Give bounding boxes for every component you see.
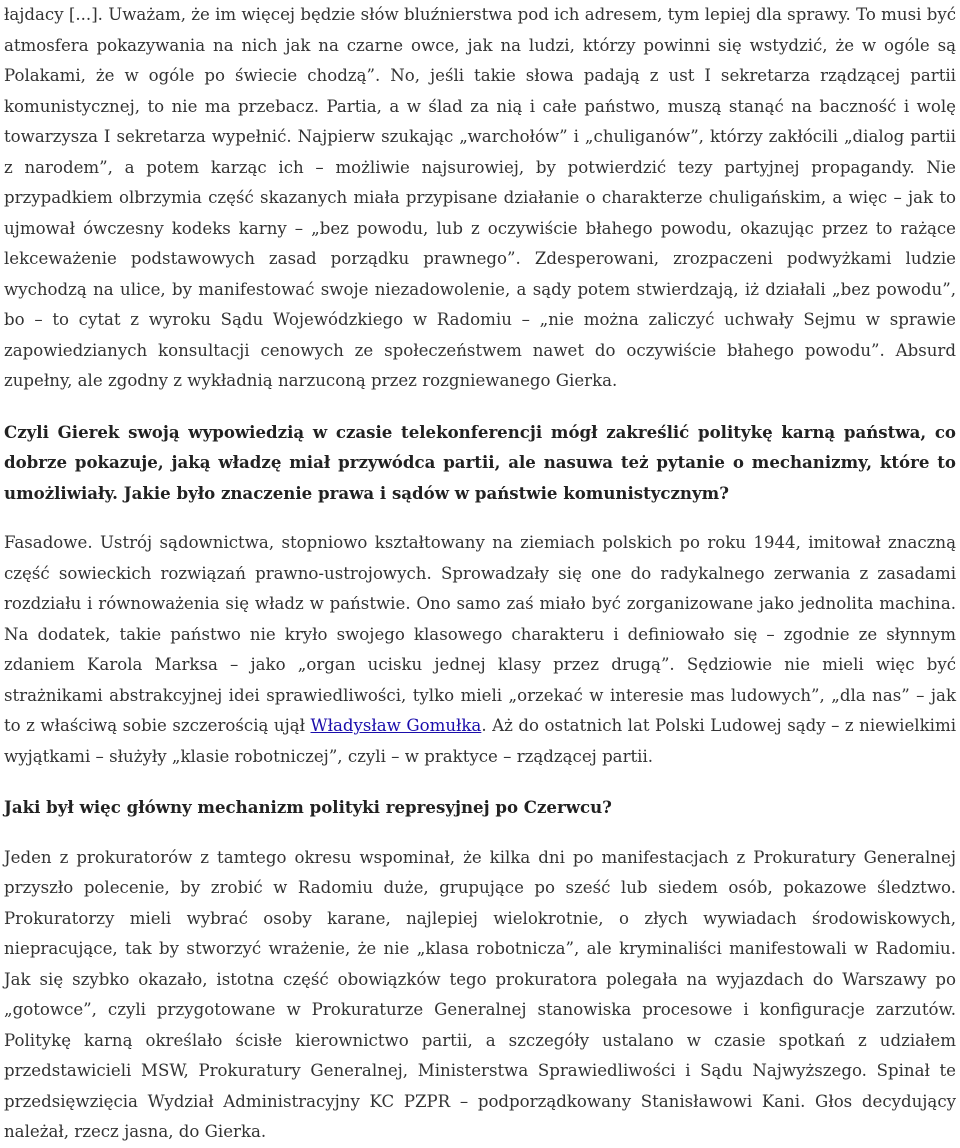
paragraph-text: . Aż do ostatnich lat Polski Ludowej sądy – z niewielkimi wyjątkami – służyły „klasie robotniczej”, czyli – w praktyce – rządzącej partii. xyxy=(4,716,956,766)
paragraph-text: Fasadowe. Ustrój sądownictwa, stopniowo kształtowany na ziemiach polskich po roku 1944, imitował znaczną część sowieckich rozwiązań prawno-ustrojowych. Sprowadzały się one do radykalnego zerwania z zasadami rozdziału i równoważenia się władz w państwie. Ono samo zaś miało być zorganizowane jako jednolita machina. Na dodatek, takie państwo nie kryło swojego klasowego charakteru i definiowało się – zgodnie ze słynnym zdaniem Karola Marksa – jako „organ ucisku jednej klasy przez drugą”. Sędziowie nie mieli więc być strażnikami abstrakcyjnej idei sprawiedliwości, tylko mieli „orzekać w interesie mas ludowych”, „dla nas” – jak to z właściwą sobie szczerością ujął xyxy=(4,533,956,735)
link-wladyslaw-gomulka[interactable]: Władysław Gomułka xyxy=(310,716,482,735)
interview-question: Jaki był więc główny mechanizm polityki represyjnej po Czerwcu? xyxy=(4,797,612,817)
paragraph: Jeden z prokuratorów z tamtego okresu wspominał, że kilka dni po manifestacjach z Prokuratury Generalnej przyszło polecenie, by zrobić w Radomiu duże, grupujące po sześć lub siedem osób, pokazowe śledztwo. Prokuratorzy mieli wybrać osoby karane, najlepiej wielokrotnie, o złych wywiadach środowiskowych, niepracujące, tak by stworzyć wrażenie, że nie „klasa robotnicza”, ale kryminaliści manifestowali w Radomiu. Jak się szybko okazało, istotna część obowiązków tego prokuratora polegała na wyjazdach do Warszawy po „gotowce”, czyli przygotowane w Prokuraturze Generalnej stanowiska procesowe i konfiguracje zarzutów. Politykę karną określało ścisłe kierownictwo partii, a szczegóły ustalano w czasie spotkań z udziałem przedstawicieli MSW, Prokuratury Generalnej, Ministerstwa Sprawiedliwości i Sądu Najwyższego. Spinał te przedsięwzięcia Wydział Administracyjny KC PZPR – podporządkowany Stanisławowi Kani. Głos decydujący należał, rzecz jasna, do Gierka. xyxy=(4,847,956,1141)
paragraph: łajdacy [...]. Uważam, że im więcej będzie słów bluźnierstwa pod ich adresem, tym lepiej dla sprawy. To musi być atmosfera pokazywania na nich jak na czarne owce, jak na ludzi, którzy powinni się wstydzić, że w ogóle są Polakami, że w ogóle po świecie chodzą”. No, jeśli takie słowa padają z ust I sekretarza rządzącej partii komunistycznej, to nie ma przebacz. Partia, a w ślad za nią i całe państwo, muszą stanąć na baczność i wolę towarzysza I sekretarza wypełnić. Najpierw szukając „warchołów” i „chuliganów”, którzy zakłócili „dialog partii z narodem”, a potem karząc ich – możliwie najsurowiej, by potwierdzić tezy partyjnej propagandy. Nie przypadkiem olbrzymia część skazanych miała przypisane działanie o charakterze chuligańskim, a więc – jak to ujmował ówczesny kodeks karny – „bez powodu, lub z oczywiście błahego powodu, okazując przez to rażące lekceważenie podstawowych zasad porządku prawnego”. Zdesperowani, zrozpaczeni podwyżkami ludzie wychodzą na ulice, by manifestować swoje niezadowolenie, a sądy potem stwierdzają, iż działali „bez powodu”, bo – to cytat z wyroku Sądu Wojewódzkiego w Radomiu – „nie można zaliczyć uchwały Sejmu w sprawie zapowiedzianych konsultacji cenowych ze społeczeństwem nawet do oczywiście błahego powodu”. Absurd zupełny, ale zgodny z wykładnią narzuconą przez rozgniewanego Gierka. xyxy=(4,5,956,390)
interview-question: Czyli Gierek swoją wypowiedzią w czasie telekonferencji mógł zakreślić politykę karną państwa, co dobrze pokazuje, jaką władzę miał przywódca partii, ale nasuwa też pytanie o mechanizmy, które to umożliwiały. Jakie było znaczenie prawa i sądów w państwie komunistycznym? xyxy=(4,421,956,503)
paragraph xyxy=(4,528,956,772)
